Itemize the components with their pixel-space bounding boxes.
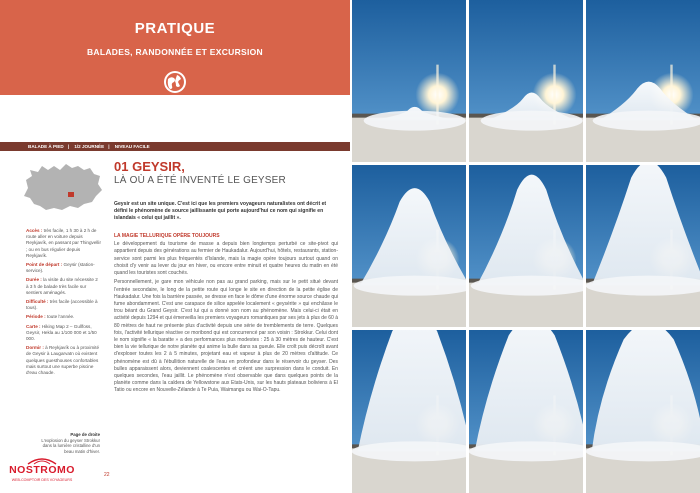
article-intro: Geysir est un site unique. C'est ici que les premiers voyageurs naturalistes ont décrit et défini le phénomène de source jaillissante qui porte aujourd'hui ce nom qui signifie en islandais « celui qui jaillit ». — [114, 201, 327, 222]
geyser-photo-grid — [352, 0, 700, 493]
geyser-photo-6 — [586, 165, 700, 327]
page-number: 22 — [104, 472, 110, 478]
practical-info — [26, 228, 101, 379]
geyser-photo-7 — [352, 330, 466, 493]
photo-caption: Page de droite L'explosion du geyser Strokkur dans la lumière cristalline d'un beau matin d'hiver. — [41, 432, 100, 454]
geyser-photo-1 — [352, 0, 466, 162]
tag-bar: BALADE À PIED | 1/2 JOURNÉE | NIVEAU FACILE — [0, 142, 350, 151]
info-access: Accès : très facile, 1 h 30 à 2 h de route aller en voiture depuis Reykjavík, en passant par Thingvellir ; ou en bus régulier depuis Reykjavík. — [26, 228, 101, 258]
article-body — [114, 241, 338, 394]
section-title: PRATIQUE — [134, 20, 216, 37]
nostromo-logo: NOSTROMO WEB-COMPTOIR DES VOYAGEURS — [2, 452, 82, 492]
info-sleep: Dormir : à Reykjavík ou à proximité de Geysir à Laugarvatn où existent quelques guesthouses confortables mais surtout une superbe piscine d'eau chaude. — [26, 345, 100, 376]
tag-duration: 1/2 JOURNÉE — [74, 144, 105, 149]
info-duration: Durée : la visite du site nécessite 2 à 3 h de balade très facile sur sentiers aménagés. — [26, 277, 98, 295]
geyser-photo-5 — [469, 165, 583, 327]
geyser-photo-8 — [469, 330, 583, 493]
section-subtitle: BALADES, RANDONNÉE ET EXCURSION — [86, 47, 263, 57]
globe-icon — [163, 70, 187, 94]
geyser-photo-4 — [352, 165, 466, 327]
article-subtitle: LÀ OÙ A ÉTÉ INVENTÉ LE GEYSER — [114, 175, 286, 186]
tag-level: NIVEAU FACILE — [114, 144, 150, 149]
info-period: Période : toute l'année. — [26, 314, 75, 320]
geyser-photo-2 — [469, 0, 583, 162]
article-heading: LA MAGIE TELLURIQUE OPÈRE TOUJOURS — [114, 233, 220, 240]
section-banner — [0, 0, 350, 95]
paragraph: Le développement du tourisme de masse a depuis bien longtemps perturbé ce site-pivot qui appartient depuis des générations au fermier de Haukadalur. Aujourd'hui, hôtels, restaurants, station-service sont parmi les plus fréquentés d'Islande, mais la magie opère toujours surtout quand on choisit d'y venir au lever du jour en hiver, ou encore entre minuit et quatre heures du matin en été quand les touristes sont couchés. — [114, 241, 338, 277]
geyser-photo-9 — [586, 330, 700, 493]
info-map: Carte : Hiking Map 2 – Gullfoss, Geysir, Hekla au 1/100 000 et 1/50 000. — [26, 323, 97, 342]
paragraph: Personnellement, je gare mon véhicule non pas au grand parking, mais sur le petit situé devant l'entrée secondaire, le long de la petite route qui longe le site en direction de la petite église de Haukadalur. Une fois la barrière passée, se dresse en face le dôme d'une énorme source chaude qui fume abondamment. C'est une carapace de silice appelée localement « geysérite » qui enchâsse le trou béant du Grand Geysir. C'est lui qui a donné son nom au phénomène. Mais celui-ci était en activité depuis 1294 et qui émerveilla les premiers voyageurs romantiques par ses jets à plus de 60 à 80 mètres de haut ne présente plus d'activité depuis une série de tremblements de terre. Quelques fois, l'activité tellurique réactive ce moribond qui est concurrencé par son voisin : Strokkur. Celui dont le nom signifie « la baratte » a des performances plus modestes : 25 à 30 mètres de hauteur. C'est bien la vie tellurique de notre planète qui anime la bulle dans sa gueule. Elle croît puis décroît avant d'exploser toutes les 2 à 5 minutes, projetant eau et vapeur à plus de 20 mètres d'altitude. Ce phénomène est dû à l'ébullition naturelle de l'eau en profondeur dans le réservoir du geyser. Des bulles apparaissent alors, deviennent coalescentes et créent une surpression dans le conduit. En quelques secondes, l'eau jaillit. Le phénomène n'est observable que dans quelques points de la planète comme dans la caldera de Yellowstone aux Etats-Unis, sur les hauts plateaux boliviens à El Tatio ou encore en Nouvelle-Zélande à Te Puia, Waimangu ou Wai-O-Tapu. — [114, 279, 338, 394]
info-start: Point de départ : Geysir (station-service). — [26, 262, 95, 274]
geyser-photo-3 — [586, 0, 700, 162]
article-title: 01 GEYSIR, — [114, 159, 185, 174]
article — [114, 160, 338, 395]
tag-walk: BALADE À PIED — [28, 144, 64, 149]
info-difficulty: Difficulté : très facile (accessible à tous). — [26, 299, 98, 311]
iceland-map-icon — [20, 160, 105, 215]
